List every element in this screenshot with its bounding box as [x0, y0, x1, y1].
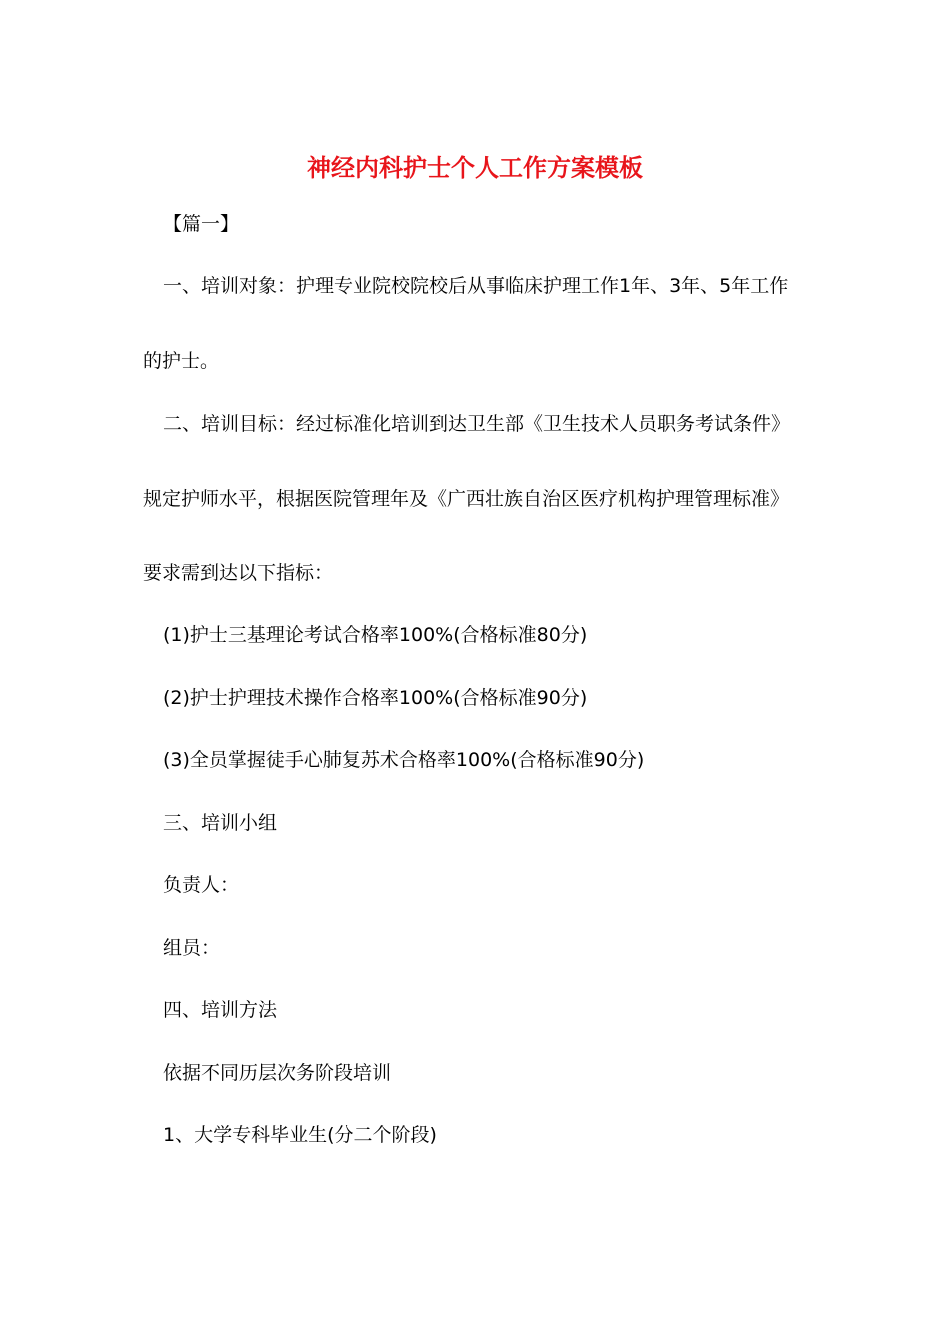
section-heading-training-method: 四、培训方法	[163, 999, 278, 1021]
members-label: 组员：	[163, 937, 221, 959]
section-heading-training-group: 三、培训小组	[163, 812, 278, 834]
paragraph-training-goal-line3: 要求需到达以下指标：	[143, 562, 334, 584]
paragraph-training-target-line1: 一、培训对象：护理专业院校院校后从事临床护理工作1年、3年、5年工作	[163, 275, 789, 297]
responsible-person-label: 负责人：	[163, 874, 240, 896]
list-item: (1)护士三基理论考试合格率100%(合格标准80分)	[163, 624, 588, 646]
paragraph-training-target-line2: 的护士。	[143, 350, 220, 372]
paragraph-training-goal-line2: 规定护师水平，根据医院管理年及《广西壮族自治区医疗机构护理管理标准》	[143, 488, 790, 510]
paragraph-college-graduates: 1、大学专科毕业生(分二个阶段)	[163, 1124, 437, 1146]
section-label: 【篇一】	[163, 213, 240, 235]
paragraph-training-goal-line1: 二、培训目标：经过标准化培训到达卫生部《卫生技术人员职务考试条件》	[163, 413, 791, 435]
paragraph-training-method: 依据不同历层次务阶段培训	[163, 1062, 392, 1084]
document-title: 神经内科护士个人工作方案模板	[307, 154, 643, 182]
list-item: (2)护士护理技术操作合格率100%(合格标准90分)	[163, 687, 588, 709]
list-item: (3)全员掌握徒手心肺复苏术合格率100%(合格标准90分)	[163, 749, 645, 771]
